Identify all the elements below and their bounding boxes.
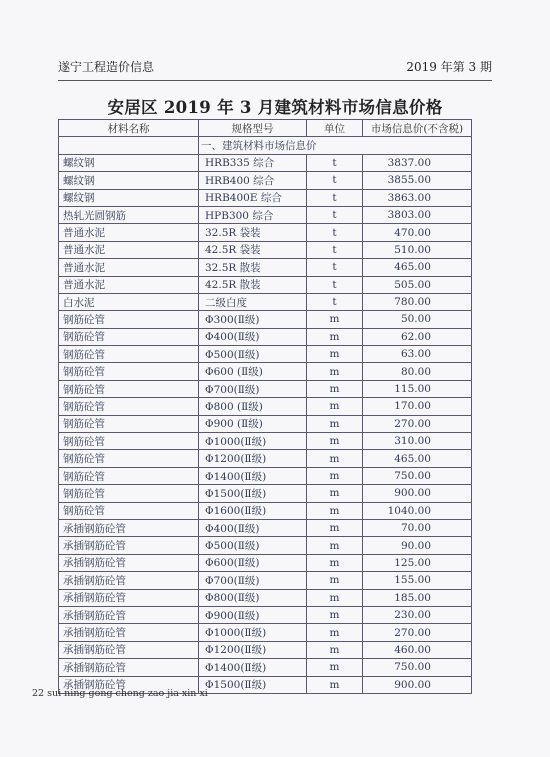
spec-cell: Φ300(Ⅱ级) xyxy=(199,311,307,328)
material-name-cell: 螺纹钢 xyxy=(59,189,199,206)
unit-cell: m xyxy=(307,433,363,450)
price-cell: 310.00 xyxy=(363,433,472,450)
table-row xyxy=(59,467,472,484)
unit-cell: m xyxy=(307,311,363,328)
unit-cell: m xyxy=(307,398,363,415)
unit-cell: t xyxy=(307,189,363,206)
price-cell: 155.00 xyxy=(363,572,472,589)
spec-cell: Φ700(Ⅱ级) xyxy=(199,572,307,589)
unit-cell: t xyxy=(307,276,363,293)
price-cell: 125.00 xyxy=(363,554,472,571)
table-row xyxy=(59,659,472,676)
running-header xyxy=(58,58,492,75)
material-name-cell: 承插钢筋砼管 xyxy=(59,519,199,536)
material-name-cell: 钢筋砼管 xyxy=(59,346,199,363)
material-name-cell: 白水泥 xyxy=(59,293,199,310)
price-cell: 270.00 xyxy=(363,624,472,641)
table-row xyxy=(59,259,472,276)
table-row xyxy=(59,346,472,363)
spec-cell: Φ1200(Ⅱ级) xyxy=(199,450,307,467)
material-name-cell: 普通水泥 xyxy=(59,224,199,241)
price-cell: 3855.00 xyxy=(363,172,472,189)
table-row xyxy=(59,589,472,606)
price-cell: 505.00 xyxy=(363,276,472,293)
table-row xyxy=(59,328,472,345)
unit-cell: t xyxy=(307,293,363,310)
price-cell: 465.00 xyxy=(363,259,472,276)
spec-cell: Φ1200(Ⅱ级) xyxy=(199,641,307,658)
price-cell: 1040.00 xyxy=(363,502,472,519)
material-name-cell: 螺纹钢 xyxy=(59,154,199,171)
spec-cell: Φ1400(Ⅱ级) xyxy=(199,659,307,676)
material-name-cell: 承插钢筋砼管 xyxy=(59,641,199,658)
spec-cell: 42.5R 袋装 xyxy=(199,241,307,258)
price-cell: 270.00 xyxy=(363,415,472,432)
table-row xyxy=(59,172,472,189)
page-footer: 22 sui ning gong cheng zao jia xin xi xyxy=(32,688,208,699)
table-row xyxy=(59,624,472,641)
issue-number: 2019 年第 3 期 xyxy=(406,60,492,74)
price-cell: 3837.00 xyxy=(363,154,472,171)
table-row xyxy=(59,206,472,223)
material-name-cell: 普通水泥 xyxy=(59,259,199,276)
material-name-cell: 螺纹钢 xyxy=(59,172,199,189)
table-header-row xyxy=(59,120,472,137)
table-row xyxy=(59,519,472,536)
material-name-cell: 钢筋砼管 xyxy=(59,467,199,484)
spec-cell: HPB300 综合 xyxy=(199,206,307,223)
unit-cell: m xyxy=(307,659,363,676)
unit-cell: m xyxy=(307,519,363,536)
material-name-cell: 承插钢筋砼管 xyxy=(59,537,199,554)
price-cell: 80.00 xyxy=(363,363,472,380)
unit-cell: m xyxy=(307,554,363,571)
unit-cell: m xyxy=(307,450,363,467)
spec-cell: HRB400E 综合 xyxy=(199,189,307,206)
unit-cell: m xyxy=(307,537,363,554)
column-header-material: 材料名称 xyxy=(59,120,199,137)
unit-cell: m xyxy=(307,641,363,658)
material-name-cell: 普通水泥 xyxy=(59,276,199,293)
unit-cell: m xyxy=(307,485,363,502)
price-cell: 510.00 xyxy=(363,241,472,258)
price-cell: 750.00 xyxy=(363,659,472,676)
material-name-cell: 钢筋砼管 xyxy=(59,311,199,328)
spec-cell: 32.5R 散装 xyxy=(199,259,307,276)
publication-title: 遂宁工程造价信息 xyxy=(58,60,155,74)
material-name-cell: 热轧光圆钢筋 xyxy=(59,206,199,223)
spec-cell: Φ400(Ⅱ级) xyxy=(199,328,307,345)
column-header-unit: 单位 xyxy=(307,120,363,137)
unit-cell: t xyxy=(307,241,363,258)
unit-cell: m xyxy=(307,380,363,397)
table-row xyxy=(59,485,472,502)
spec-cell: Φ1500(Ⅱ级) xyxy=(199,676,307,693)
material-name-cell: 钢筋砼管 xyxy=(59,363,199,380)
table-row xyxy=(59,641,472,658)
table-row xyxy=(59,450,472,467)
price-cell: 170.00 xyxy=(363,398,472,415)
table-row xyxy=(59,572,472,589)
table-row xyxy=(59,276,472,293)
material-name-cell: 承插钢筋砼管 xyxy=(59,606,199,623)
table-row xyxy=(59,502,472,519)
table-row xyxy=(59,311,472,328)
section-title: 一、建筑材料市场信息价 xyxy=(199,137,472,154)
spec-cell: Φ1000(Ⅱ级) xyxy=(199,624,307,641)
section-row xyxy=(59,137,472,154)
material-name-cell: 承插钢筋砼管 xyxy=(59,554,199,571)
spec-cell: HRB400 综合 xyxy=(199,172,307,189)
price-cell: 70.00 xyxy=(363,519,472,536)
price-cell: 470.00 xyxy=(363,224,472,241)
unit-cell: t xyxy=(307,224,363,241)
table-row xyxy=(59,293,472,310)
table-row xyxy=(59,154,472,171)
unit-cell: m xyxy=(307,572,363,589)
material-name-cell: 钢筋砼管 xyxy=(59,398,199,415)
unit-cell: t xyxy=(307,206,363,223)
price-cell: 3803.00 xyxy=(363,206,472,223)
spec-cell: Φ400(Ⅱ级) xyxy=(199,519,307,536)
table-row xyxy=(59,606,472,623)
price-cell: 750.00 xyxy=(363,467,472,484)
table-row xyxy=(59,363,472,380)
page-title: 安居区 2019 年 3 月建筑材料市场信息价格 xyxy=(107,98,443,117)
header-divider xyxy=(58,80,492,81)
spec-cell: Φ1400(Ⅱ级) xyxy=(199,467,307,484)
material-name-cell: 钢筋砼管 xyxy=(59,502,199,519)
material-name-cell: 承插钢筋砼管 xyxy=(59,659,199,676)
unit-cell: m xyxy=(307,363,363,380)
column-header-spec: 规格型号 xyxy=(199,120,307,137)
price-cell: 900.00 xyxy=(363,676,472,693)
unit-cell: m xyxy=(307,415,363,432)
spec-cell: Φ1000(Ⅱ级) xyxy=(199,433,307,450)
material-name-cell: 承插钢筋砼管 xyxy=(59,676,199,693)
table-row xyxy=(59,433,472,450)
column-header-price: 市场信息价(不含税) xyxy=(363,120,472,137)
spec-cell: HRB335 综合 xyxy=(199,154,307,171)
price-cell: 63.00 xyxy=(363,346,472,363)
spec-cell: Φ600(Ⅱ级) xyxy=(199,554,307,571)
spec-cell: 32.5R 袋装 xyxy=(199,224,307,241)
material-name-cell: 钢筋砼管 xyxy=(59,433,199,450)
price-cell: 62.00 xyxy=(363,328,472,345)
spec-cell: Φ1500(Ⅱ级) xyxy=(199,485,307,502)
spec-cell: Φ700(Ⅱ级) xyxy=(199,380,307,397)
unit-cell: m xyxy=(307,624,363,641)
price-cell: 90.00 xyxy=(363,537,472,554)
spec-cell: Φ1600(Ⅱ级) xyxy=(199,502,307,519)
table-row xyxy=(59,241,472,258)
unit-cell: m xyxy=(307,589,363,606)
price-cell: 185.00 xyxy=(363,589,472,606)
table-row xyxy=(59,554,472,571)
unit-cell: m xyxy=(307,346,363,363)
material-name-cell: 承插钢筋砼管 xyxy=(59,572,199,589)
price-cell: 230.00 xyxy=(363,606,472,623)
price-table xyxy=(58,119,472,694)
material-name-cell: 钢筋砼管 xyxy=(59,450,199,467)
material-name-cell: 钢筋砼管 xyxy=(59,328,199,345)
spec-cell: 42.5R 散装 xyxy=(199,276,307,293)
spec-cell: Φ600 (Ⅱ级) xyxy=(199,363,307,380)
material-name-cell: 承插钢筋砼管 xyxy=(59,589,199,606)
price-cell: 3863.00 xyxy=(363,189,472,206)
unit-cell: m xyxy=(307,606,363,623)
unit-cell: t xyxy=(307,172,363,189)
material-name-cell: 钢筋砼管 xyxy=(59,380,199,397)
unit-cell: t xyxy=(307,259,363,276)
table-row xyxy=(59,537,472,554)
spec-cell: Φ500(Ⅱ级) xyxy=(199,346,307,363)
unit-cell: m xyxy=(307,467,363,484)
unit-cell: m xyxy=(307,502,363,519)
table-body xyxy=(59,137,472,694)
price-cell: 50.00 xyxy=(363,311,472,328)
price-cell: 460.00 xyxy=(363,641,472,658)
table-row xyxy=(59,224,472,241)
price-cell: 780.00 xyxy=(363,293,472,310)
unit-cell: m xyxy=(307,676,363,693)
material-name-cell: 承插钢筋砼管 xyxy=(59,624,199,641)
spec-cell: Φ800 (Ⅱ级) xyxy=(199,398,307,415)
price-cell: 900.00 xyxy=(363,485,472,502)
unit-cell: t xyxy=(307,154,363,171)
table-row xyxy=(59,415,472,432)
spec-cell: Φ500(Ⅱ级) xyxy=(199,537,307,554)
unit-cell: m xyxy=(307,328,363,345)
material-name-cell: 钢筋砼管 xyxy=(59,485,199,502)
table-row xyxy=(59,398,472,415)
spec-cell: 二级白度 xyxy=(199,293,307,310)
table-row xyxy=(59,189,472,206)
material-name-cell: 普通水泥 xyxy=(59,241,199,258)
price-cell: 465.00 xyxy=(363,450,472,467)
spec-cell: Φ900(Ⅱ级) xyxy=(199,606,307,623)
material-name-cell: 钢筋砼管 xyxy=(59,415,199,432)
spec-cell: Φ800(Ⅱ级) xyxy=(199,589,307,606)
spec-cell: Φ900 (Ⅱ级) xyxy=(199,415,307,432)
price-cell: 115.00 xyxy=(363,380,472,397)
table-row xyxy=(59,380,472,397)
